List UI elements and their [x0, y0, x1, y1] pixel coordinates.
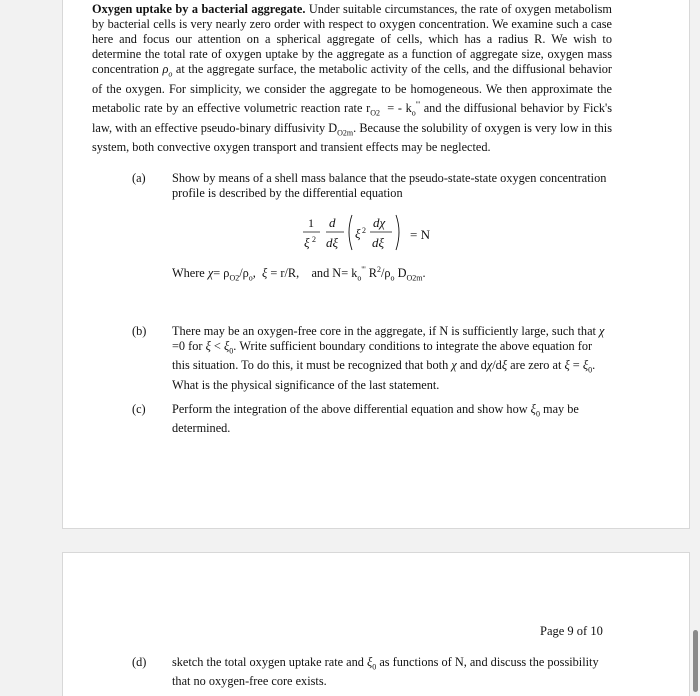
scrollbar-thumb[interactable] — [693, 630, 698, 692]
part-d-text: sketch the total oxygen uptake rate and $\xi_0$ as functions of N, and discuss the possibility that no oxygen-free core exists. — [172, 655, 599, 689]
problem-title: Oxygen uptake by a bacterial aggregate. — [92, 2, 306, 16]
part-a-label: (a) — [132, 171, 146, 185]
part-d-text-1: sketch the total oxygen uptake rate and — [172, 655, 367, 669]
part-b-text-1: There may be an oxygen-free core in the aggregate, if N is sufficiently large, such that — [172, 324, 600, 338]
symbol-rho0: $\rho_o$ — [162, 62, 173, 79]
part-d-label: (d) — [132, 655, 147, 669]
differential-equation — [300, 212, 460, 258]
where-label: Where — [172, 266, 205, 281]
equation-rhs: = N — [410, 227, 430, 242]
part-d-text-2: as functions of N, and discuss the possibility that no oxygen-free core exists. — [172, 655, 599, 689]
svg-text:dχ: dχ — [373, 215, 386, 230]
svg-text:ξ: ξ — [355, 226, 361, 241]
page-number: Page 9 of 10 — [540, 624, 603, 638]
and-label: and — [311, 266, 330, 281]
svg-text:dξ: dξ — [326, 235, 339, 250]
variable-definitions: Where $\chi= \rho_{O2}/\rho_o$, ξ = r/R, and $N= k_o'''$ $R^2/\rho_o$ $D_{O2m}$. — [172, 265, 426, 283]
part-b-text: There may be an oxygen-free core in the aggregate, if N is sufficiently large, such that χ =0 for $\xi < \xi_0$. Write sufficient boundary conditions to integrate the above equation for this situation. To do this, it must be recognized that both χ and dχ/dξ are zero at $\xi = \xi_0$. What is the physical significance of the last statement. — [172, 324, 605, 392]
part-b-text-2: . Write sufficient boundary conditions to integrate the above equation for this situation. To do this, it must be recognized that both — [172, 339, 593, 373]
svg-text:ξ: ξ — [304, 235, 310, 250]
symbol-rate: $r_{O2}$ = - $k_o'''$ — [366, 100, 421, 118]
part-b-text-4: . What is the physical significance of the last statement. — [172, 358, 596, 392]
part-a-text: Show by means of a shell mass balance that the pseudo-state-state oxygen concentration profile is described by the differential equation — [172, 171, 607, 200]
svg-text:2: 2 — [362, 226, 366, 235]
part-c-text: Perform the integration of the above differential equation and show how $\xi_0$ may be determined. — [172, 402, 579, 436]
intro-text-2: at the aggregate surface, the metabolic activity of the cells, and the diffusional behavior of the oxygen. For simplicity, we consider the aggregate to be homogeneous. We then approximate the metabolic rate by an effective volumetric reaction rate — [92, 62, 612, 116]
intro-text-1: Under suitable circumstances, the rate of oxygen metabolism by bacterial cells is very nearly zero order with respect to oxygen concentration. We examine such a case here and focus our attention on a spherical aggregate of cells, which has a radius R. We wish to determine the total rate of oxygen uptake by the aggregate as a function of aggregate size, oxygen mass concentration — [92, 2, 612, 77]
svg-text:d: d — [329, 215, 336, 230]
part-b-label: (b) — [132, 324, 147, 338]
svg-text:dξ: dξ — [372, 235, 385, 250]
svg-text:2: 2 — [312, 235, 316, 244]
svg-text:1: 1 — [308, 216, 314, 230]
problem-intro — [92, 2, 612, 155]
part-c-text-1: Perform the integration of the above differential equation and show how — [172, 402, 531, 416]
symbol-diffusivity: $D_{O2m}$ — [328, 120, 354, 138]
part-c-label: (c) — [132, 402, 146, 416]
intro-text-4: . Because the solubility of oxygen is very low in this system, both convective oxygen transport and transient effects may be neglected. — [92, 120, 612, 155]
part-c-text-2: may be determined. — [172, 402, 579, 436]
intro-text-3: and the diffusional behavior by Fick's law, with an effective pseudo-binary diffusivity — [92, 101, 612, 135]
part-b-text-3: are zero at — [507, 358, 565, 373]
